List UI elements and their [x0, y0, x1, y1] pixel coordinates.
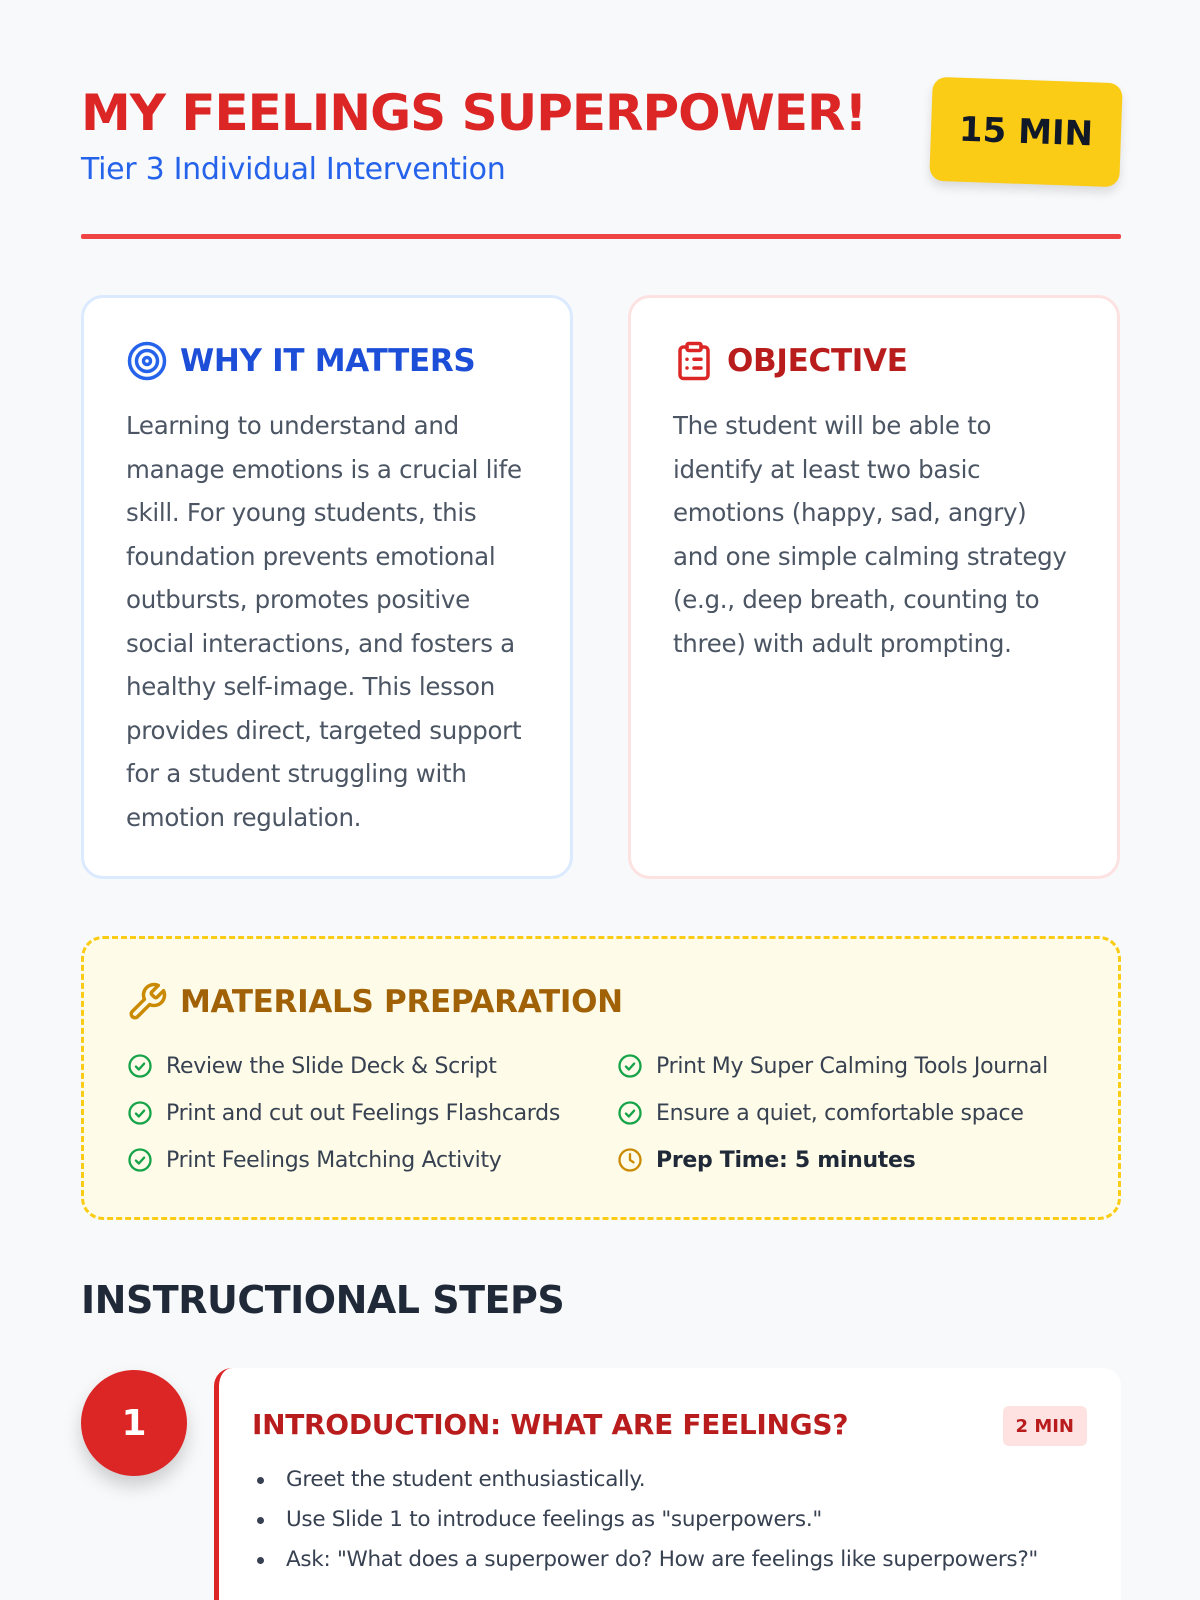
why-it-matters-card — [81, 295, 573, 879]
lesson-subtitle: Tier 3 Individual Intervention — [81, 152, 506, 187]
why-card-header — [126, 338, 530, 384]
material-item — [616, 1098, 1024, 1128]
objective-heading: OBJECTIVE — [727, 343, 908, 379]
material-item-text: Print and cut out Feelings Flashcards — [166, 1100, 560, 1126]
lesson-header — [81, 80, 1121, 240]
clipboard-icon — [673, 340, 715, 382]
material-item — [126, 1098, 560, 1128]
step-bullet: Use Slide 1 to introduce feelings as "superpowers." — [252, 1500, 1038, 1540]
check-circle-icon — [616, 1052, 644, 1080]
why-body: Learning to understand and manage emotions is a crucial life skill. For young students, this foundation prevents emotional outbursts, promotes positive social interactions, and fosters a healthy self-image. This lesson provides direct, targeted support for a student struggling with emotion regulation. — [126, 411, 522, 832]
prep-time-item — [616, 1145, 915, 1175]
step-duration-badge: 2 MIN — [1003, 1406, 1087, 1446]
header-divider — [81, 234, 1121, 239]
lesson-title: MY FEELINGS SUPERPOWER! — [81, 84, 867, 142]
why-heading: WHY IT MATTERS — [180, 343, 476, 379]
material-item-text: Review the Slide Deck & Script — [166, 1053, 497, 1079]
materials-panel — [81, 936, 1121, 1220]
materials-header — [126, 979, 1078, 1025]
objective-card — [628, 295, 1120, 879]
check-circle-icon — [616, 1099, 644, 1127]
material-item — [126, 1051, 497, 1081]
duration-badge: 15 MIN — [929, 77, 1123, 188]
material-item-text: Print My Super Calming Tools Journal — [656, 1053, 1048, 1079]
materials-heading: MATERIALS PREPARATION — [180, 984, 623, 1020]
step-bullet: Ask: "What does a superpower do? How are feelings like superpowers?" — [252, 1540, 1038, 1580]
target-icon — [126, 340, 168, 382]
step-bullet: Greet the student enthusiastically. — [252, 1460, 1038, 1500]
check-circle-icon — [126, 1052, 154, 1080]
clock-icon — [616, 1146, 644, 1174]
material-item-text: Ensure a quiet, comfortable space — [656, 1100, 1024, 1126]
step-title: INTRODUCTION: WHAT ARE FEELINGS? — [252, 1408, 849, 1441]
check-circle-icon — [126, 1146, 154, 1174]
material-item — [616, 1051, 1048, 1081]
check-circle-icon — [126, 1099, 154, 1127]
step-card — [214, 1368, 1121, 1600]
material-item — [126, 1145, 502, 1175]
prep-time-text: Prep Time: 5 minutes — [656, 1147, 916, 1173]
step-bullet-list — [252, 1460, 1038, 1580]
material-item-text: Print Feelings Matching Activity — [166, 1147, 502, 1173]
objective-card-header — [673, 338, 1077, 384]
instructional-steps-heading: INSTRUCTIONAL STEPS — [81, 1278, 565, 1322]
step-number-badge: 1 — [81, 1370, 187, 1476]
objective-body: The student will be able to identify at least two basic emotions (happy, sad, angry) and one simple calming strategy (e.g., deep breath, counting to three) with adult prompting. — [673, 411, 1067, 658]
wrench-icon — [126, 981, 168, 1023]
